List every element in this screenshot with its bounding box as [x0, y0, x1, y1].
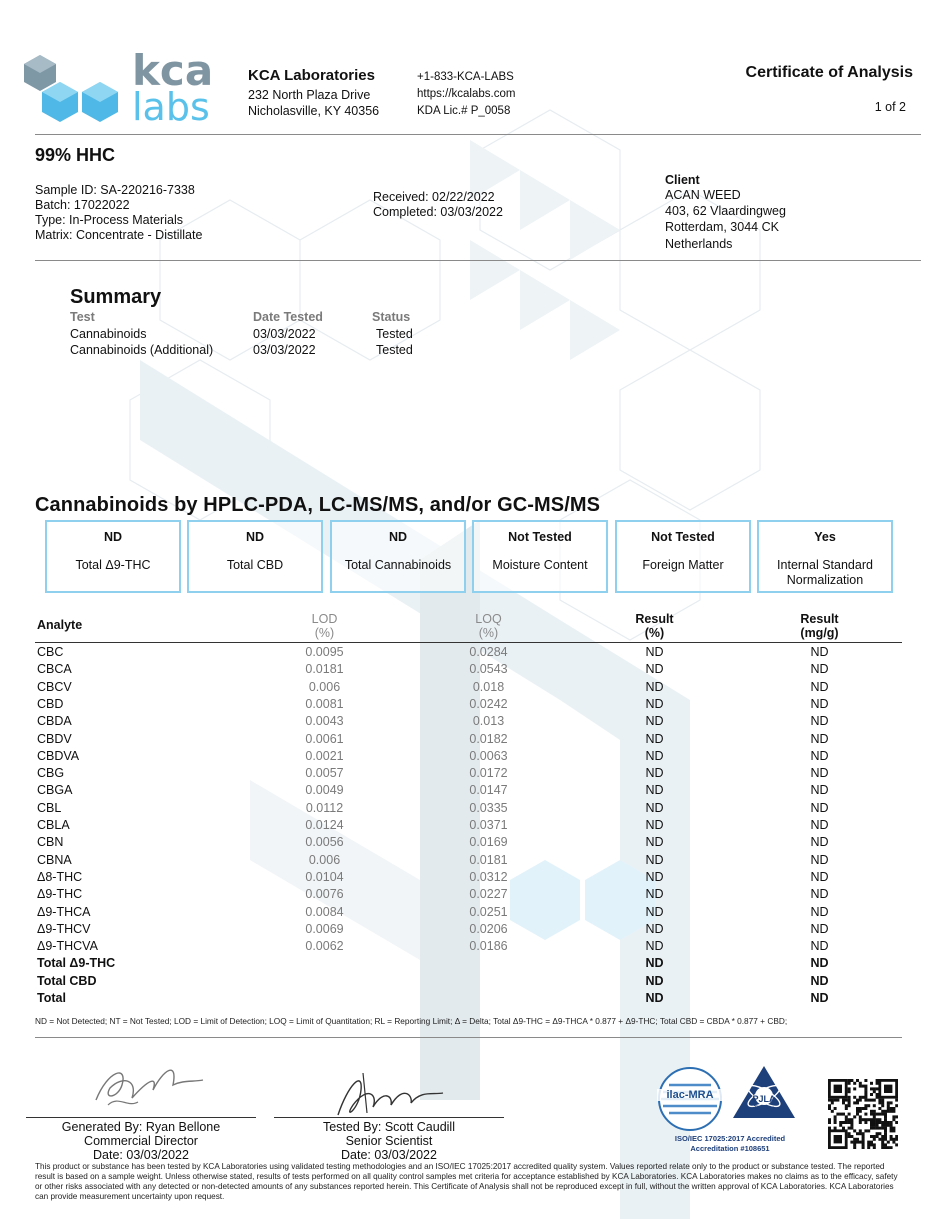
sample-type: Type: In-Process Materials: [35, 213, 183, 227]
lab-license: KDA Lic.# P_0058: [417, 105, 511, 117]
header-divider: [35, 134, 921, 135]
analyte-name: CBC: [37, 645, 64, 659]
result-percent: ND: [645, 766, 664, 781]
lod-value: 0.0112: [305, 800, 344, 815]
sample-name: 99% HHC: [35, 145, 116, 165]
summary-title: Summary: [70, 286, 162, 308]
generated-by-name: Generated By: Ryan Bellone: [61, 1120, 221, 1134]
result-box-value: ND: [245, 530, 265, 544]
result-percent: ND: [645, 696, 664, 711]
col-header-result-pct: [607, 612, 702, 640]
result-box-value: Not Tested: [651, 530, 715, 544]
table-row: [37, 905, 902, 922]
result-percent: ND: [645, 748, 664, 763]
table-row: [37, 853, 902, 870]
result-mg-g: ND: [810, 714, 829, 729]
summary-row-date: 03/03/2022: [253, 327, 316, 341]
received-date: Received: 02/22/2022: [373, 190, 495, 204]
table-row: [37, 801, 902, 818]
result-mg-g: ND: [810, 887, 829, 902]
analyte-name: CBCA: [37, 662, 72, 677]
table-row: [37, 714, 902, 731]
result-box-foreign-matter: [615, 520, 751, 593]
analyte-name: CBGA: [37, 783, 73, 798]
result-mg-g: ND: [810, 662, 829, 677]
cube-logo-icon: [22, 52, 122, 130]
summary-row-test: Cannabinoids (Additional): [70, 343, 214, 357]
table-row: [37, 783, 902, 800]
col-header-loq: [441, 612, 536, 640]
total-name: Total: [37, 991, 66, 1005]
result-mg-g: ND: [810, 921, 829, 936]
loq-value: 0.0335: [469, 800, 508, 815]
result-mg-g: ND: [810, 939, 829, 954]
result-percent: ND: [645, 939, 664, 954]
result-mg-g: ND: [810, 783, 829, 798]
loq-value: 0.0172: [469, 766, 508, 781]
client-street: 403, 62 Vlaardingweg: [665, 204, 786, 218]
lod-value: 0.0057: [305, 766, 344, 781]
signature-scott-caudill: [333, 1065, 453, 1125]
lod-value: 0.0104: [305, 869, 344, 884]
signature-line-tested: [274, 1117, 504, 1118]
generated-by-date: Date: 03/03/2022: [93, 1148, 189, 1162]
total-name: Total Δ9-THC: [37, 956, 116, 971]
result-box-label: Foreign Matter: [642, 558, 724, 572]
lod-value: 0.0124: [305, 818, 344, 832]
result-mg-g: ND: [810, 731, 829, 746]
result-mg-g: ND: [810, 800, 829, 815]
analyte-name: CBD: [37, 696, 64, 711]
loq-value: 0.0206: [469, 921, 508, 936]
iso-accreditation-line2: Accreditation #108651: [690, 1144, 770, 1153]
result-box-total-thc: [45, 520, 181, 593]
tested-by: [274, 1120, 504, 1162]
analyte-name: CBL: [37, 800, 62, 815]
client-city: Rotterdam, 3044 CK: [665, 220, 779, 234]
logo-wordmark-top: kca: [132, 46, 214, 95]
result-percent: ND: [645, 783, 664, 798]
sample-matrix: Matrix: Concentrate - Distillate: [35, 228, 203, 242]
result-mg-g: ND: [810, 904, 829, 919]
result-box-moisture: [472, 520, 608, 593]
result-percent: ND: [645, 645, 664, 659]
summary-row-date: 03/03/2022: [253, 343, 316, 357]
table-row: [37, 732, 902, 749]
cannabinoids-section-title: Cannabinoids by HPLC-PDA, LC-MS/MS, and/or GC-MS/MS: [35, 494, 601, 516]
table-header-divider: [35, 642, 902, 643]
lod-value: 0.0084: [305, 904, 344, 919]
result-box-value: Not Tested: [508, 530, 572, 544]
result-percent: ND: [645, 887, 664, 902]
loq-value: 0.0312: [469, 869, 508, 884]
page-number: 1 of 2: [874, 100, 906, 114]
table-row: [37, 870, 902, 887]
pjla-text: PJLA: [752, 1094, 776, 1104]
signature-line-generated: [26, 1117, 256, 1118]
lod-value: 0.006: [308, 679, 341, 694]
result-mg-g: ND: [810, 645, 829, 659]
loq-value: 0.0227: [469, 887, 508, 902]
lod-value: 0.0062: [305, 939, 344, 954]
lab-phone: +1-833-KCA-LABS: [417, 71, 514, 83]
result-percent: ND: [645, 904, 664, 919]
document-title: Certificate of Analysis: [745, 64, 913, 81]
lod-value: 0.0056: [305, 835, 344, 850]
generated-by: [26, 1120, 256, 1162]
result-percent: ND: [645, 835, 664, 850]
summary-row-status: Tested: [376, 343, 413, 357]
result-box-total-cannabinoids: [330, 520, 466, 593]
analyte-name: CBCV: [37, 679, 72, 694]
result-mg-g: ND: [810, 696, 829, 711]
col-header-lod-unit: (%): [314, 626, 335, 640]
summary-row-status: Tested: [376, 327, 413, 341]
summary-header-test: Test: [70, 310, 95, 324]
analyte-name: Δ9-THCV: [37, 921, 91, 936]
summary-header-date: Date Tested: [253, 310, 323, 324]
total-result-percent: ND: [645, 973, 664, 988]
sample-id: Sample ID: SA-220216-7338: [35, 183, 195, 197]
analyte-name: CBDA: [37, 714, 72, 729]
table-row: [37, 818, 902, 835]
col-header-result-mg-label: Result: [800, 612, 839, 626]
result-percent: ND: [645, 818, 664, 832]
lab-address-line2: Nicholasville, KY 40356: [248, 104, 380, 118]
analyte-name: CBDVA: [37, 748, 80, 763]
analyte-name: CBDV: [37, 731, 72, 746]
result-percent: ND: [645, 714, 664, 729]
legend-divider: [35, 1037, 902, 1038]
total-row: [37, 974, 902, 991]
table-row: [37, 887, 902, 904]
pjla-logo: [731, 1064, 797, 1120]
result-mg-g: ND: [810, 818, 829, 832]
analyte-name: CBN: [37, 835, 64, 850]
lod-value: 0.0076: [305, 887, 344, 902]
lab-website[interactable]: https://kcalabs.com: [417, 88, 516, 100]
result-mg-g: ND: [810, 679, 829, 694]
result-box-value: Yes: [814, 530, 836, 544]
total-result-percent: ND: [645, 991, 664, 1005]
result-mg-g: ND: [810, 852, 829, 867]
tested-by-date: Date: 03/03/2022: [341, 1148, 437, 1162]
analyte-name: Δ9-THC: [37, 887, 83, 902]
generated-by-role: Commercial Director: [84, 1134, 198, 1148]
result-box-label: Total CBD: [226, 558, 284, 572]
col-header-result-pct-label: Result: [635, 612, 674, 626]
loq-value: 0.0182: [469, 731, 508, 746]
result-box-label: Total Δ9-THC: [75, 558, 151, 572]
col-header-result-mg: [772, 612, 867, 640]
result-box-value: ND: [388, 530, 408, 544]
result-box-internal-standard: [757, 520, 893, 593]
loq-value: 0.0251: [469, 904, 508, 919]
lod-value: 0.0021: [305, 748, 344, 763]
total-result-mg-g: ND: [810, 956, 829, 971]
iso-accreditation-line1: ISO/IEC 17025:2017 Accredited: [674, 1134, 786, 1143]
ilac-mra-logo: [657, 1066, 723, 1132]
ilac-mra-text: ilac-MRA: [657, 1089, 723, 1101]
result-mg-g: ND: [810, 766, 829, 781]
client-label: Client: [665, 173, 700, 187]
result-box-label: Total Cannabinoids: [344, 558, 452, 572]
loq-value: 0.0147: [469, 783, 508, 798]
analyte-name: CBG: [37, 766, 65, 781]
loq-value: 0.018: [472, 679, 505, 694]
table-row: [37, 766, 902, 783]
table-row: [37, 680, 902, 697]
total-result-percent: ND: [645, 956, 664, 971]
result-mg-g: ND: [810, 748, 829, 763]
lod-value: 0.0049: [305, 783, 344, 798]
col-header-lod: [277, 612, 372, 640]
loq-value: 0.0371: [469, 818, 508, 832]
loq-value: 0.0543: [469, 662, 508, 677]
table-row: [37, 662, 902, 679]
lod-value: 0.0181: [305, 662, 344, 677]
table-row: [37, 922, 902, 939]
pjla-testing: Testing: [753, 1105, 775, 1112]
client-country: Netherlands: [665, 237, 733, 251]
kca-logo: [22, 46, 227, 130]
qr-code[interactable]: [828, 1079, 898, 1149]
abbreviation-legend: ND = Not Detected; NT = Not Tested; LOD = Limit of Detection; LOQ = Limit of Quantitation; RL = Reporting Limit; Δ = Delta; Total Δ9-THC = Δ9-THCA * 0.877 + Δ9-THC; Total CBD = CBDA * 0.877 + CBD;: [35, 1016, 788, 1026]
table-row: [37, 835, 902, 852]
table-row: [37, 697, 902, 714]
lod-value: 0.0061: [305, 731, 344, 746]
col-header-result-mg-unit: (mg/g): [800, 626, 839, 640]
lod-value: 0.0069: [305, 921, 344, 936]
summary-header-status: Status: [372, 310, 411, 324]
lod-value: 0.006: [308, 852, 341, 867]
total-result-mg-g: ND: [810, 991, 829, 1005]
result-percent: ND: [645, 869, 664, 884]
client-name: ACAN WEED: [665, 188, 741, 202]
signature-ryan-bellone: [88, 1060, 208, 1115]
total-row: [37, 956, 902, 973]
table-row: [37, 749, 902, 766]
col-header-loq-label: LOQ: [475, 612, 502, 626]
table-row: [37, 645, 902, 662]
result-percent: ND: [645, 800, 664, 815]
loq-value: 0.0186: [469, 939, 508, 954]
result-percent: ND: [645, 679, 664, 694]
total-name: Total CBD: [37, 973, 97, 988]
sample-divider: [35, 260, 921, 261]
analyte-name: Δ9-THCA: [37, 904, 91, 919]
col-header-loq-unit: (%): [478, 626, 499, 640]
analyte-name: CBNA: [37, 852, 72, 867]
result-box-total-cbd: [187, 520, 323, 593]
loq-value: 0.0063: [469, 748, 508, 763]
result-percent: ND: [645, 921, 664, 936]
result-percent: ND: [645, 662, 664, 677]
analyte-name: CBLA: [37, 818, 70, 832]
result-box-label: Moisture Content: [492, 558, 588, 572]
lod-value: 0.0095: [305, 645, 344, 659]
table-row: [37, 939, 902, 956]
tested-by-role: Senior Scientist: [345, 1134, 433, 1148]
summary-row-test: Cannabinoids: [70, 327, 147, 341]
col-header-lod-label: LOD: [311, 612, 338, 626]
col-header-analyte: Analyte: [37, 618, 83, 632]
loq-value: 0.0242: [469, 696, 508, 711]
lab-name: KCA Laboratories: [248, 67, 375, 84]
sample-batch: Batch: 17022022: [35, 198, 130, 212]
loq-value: 0.0169: [469, 835, 508, 850]
loq-value: 0.0181: [469, 852, 508, 867]
loq-value: 0.013: [472, 714, 505, 729]
tested-by-name: Tested By: Scott Caudill: [322, 1120, 455, 1134]
legal-disclaimer: This product or substance has been tested by KCA Laboratories using validated testing methodologies and an ISO/IEC 17025:2017 accredited quality system. Values reported relate only to the product or substance tested. The reported result is based on a sample weight. Unless otherwise stated, results of tests performed on all quality control samples met criteria for acceptance established by KCA Laboratories. KCA Laboratories makes no claims as to the efficacy, safety or other risks associated with any detected or non-detected amounts of any substances reported herein. This Certificate of Analysis shall not be reproduced except in full, without the written approval of KCA Laboratories. KCA Laboratories can provide measurement uncertainty upon request.: [35, 1162, 898, 1201]
result-percent: ND: [645, 852, 664, 867]
col-header-result-pct-unit: (%): [644, 626, 665, 640]
result-mg-g: ND: [810, 869, 829, 884]
result-box-label: Internal Standard Normalization: [777, 558, 873, 587]
total-result-mg-g: ND: [810, 973, 829, 988]
result-percent: ND: [645, 731, 664, 746]
lod-value: 0.0043: [305, 714, 344, 729]
total-row: [37, 991, 902, 1008]
result-box-value: ND: [103, 530, 123, 544]
lod-value: 0.0081: [305, 696, 344, 711]
loq-value: 0.0284: [469, 645, 508, 659]
logo-wordmark-bottom: labs: [132, 85, 210, 129]
lab-address-line1: 232 North Plaza Drive: [248, 88, 371, 102]
completed-date: Completed: 03/03/2022: [373, 205, 503, 219]
result-mg-g: ND: [810, 835, 829, 850]
analyte-name: Δ8-THC: [37, 869, 83, 884]
analyte-name: Δ9-THCVA: [37, 939, 98, 954]
